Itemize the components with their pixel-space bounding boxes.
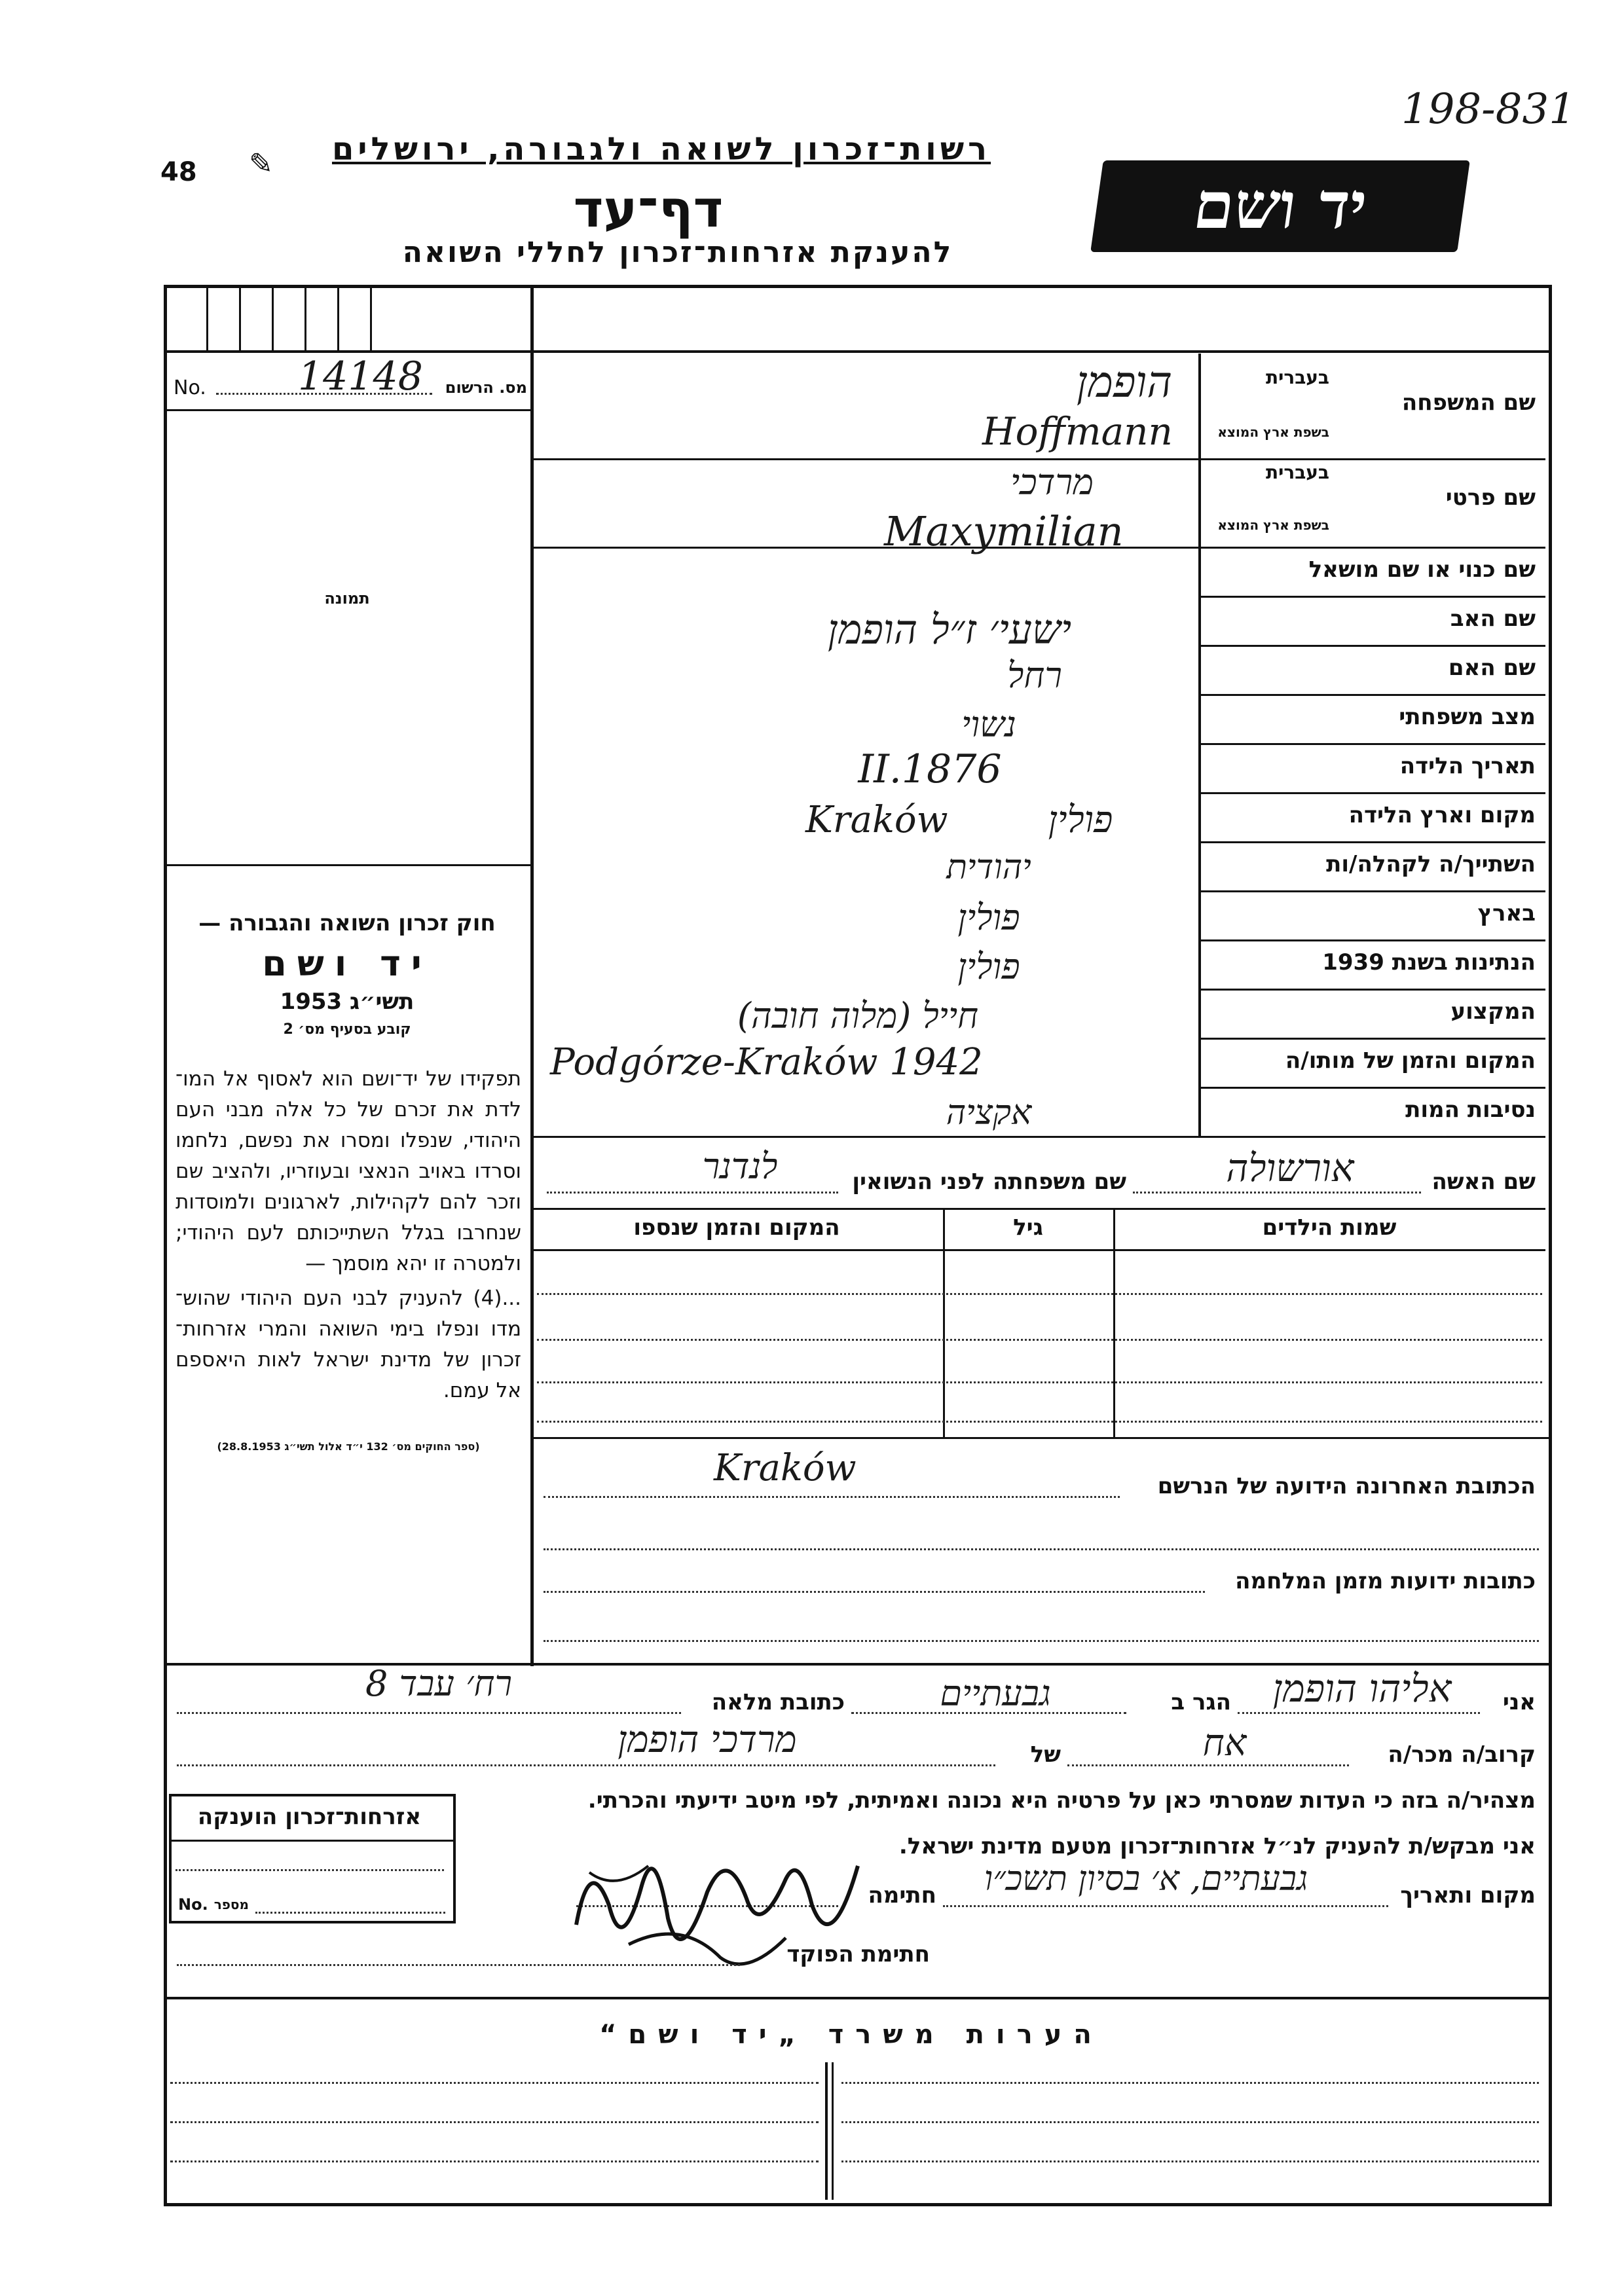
label-relation: קרוב/ה מכר/ה <box>1388 1741 1536 1768</box>
label-death-circumstances: נסיבות המות <box>1405 1097 1536 1123</box>
label-family-name: שם המשפחה <box>1401 390 1536 416</box>
law-year: תשי״ג 1953 <box>280 989 415 1015</box>
value-country[interactable]: פולין <box>957 897 1020 938</box>
value-wife-maiden[interactable]: לנדנר <box>702 1146 778 1187</box>
law-source: (ספר החוקים מס׳ 132 י״ד אלול תשי״ג 28.8.1953) <box>217 1440 480 1453</box>
value-birth-place-en[interactable]: Kraków <box>805 799 948 841</box>
label-community: השתייך/ה לקהלה/ות <box>1326 851 1536 877</box>
label-full-address: כתובת מלאה <box>711 1689 845 1715</box>
children-row[interactable] <box>537 1339 1542 1341</box>
label-i: אני <box>1502 1689 1536 1715</box>
org-name: רשות־זכרון לשואה ולגבורה, ירושלים <box>331 131 991 168</box>
label-wartime-addresses: כתובות ידועות מזמן המלחמה <box>1235 1568 1536 1594</box>
label-wife-name: שם האשה <box>1431 1169 1536 1195</box>
children-header-place-time: המקום והזמן שנספו <box>633 1214 840 1241</box>
remarks-line[interactable] <box>841 2121 1539 2123</box>
value-city[interactable]: גבעתיים <box>940 1673 1051 1714</box>
value-declarant-name[interactable]: אליהו הופמן <box>1272 1666 1452 1711</box>
label-place-date: מקום ותאריך <box>1400 1882 1536 1908</box>
value-of-name[interactable]: מרדכי הופמן <box>618 1719 797 1761</box>
reg-no-value: 14148 <box>298 354 423 399</box>
declaration-text-1: מצהיר/ה בזה כי העדות שמסרתי כאן על פרטיה היא נכונה ואמיתית, לפי מיטב ידיעתי והכרתי. <box>587 1787 1536 1813</box>
sublabel-origin-lang: בשפת ארץ המוצא <box>1217 424 1329 440</box>
value-birth-place-he[interactable]: פולין <box>1048 799 1113 841</box>
label-resides: הגר ב <box>1171 1689 1231 1715</box>
label-of: של <box>1030 1741 1061 1768</box>
declaration-text-2: אני מבקש/ת להעניק לנ״ל אזרחות־זכרון מטעם מדינת ישראל. <box>898 1833 1536 1859</box>
value-first-name-he[interactable]: מרדכי <box>1010 462 1094 503</box>
value-wife-name[interactable]: אורשולה <box>1226 1146 1354 1190</box>
form-title: דף־עד <box>573 180 724 239</box>
remarks-line[interactable] <box>841 2160 1539 2162</box>
value-mother-name[interactable]: רחל <box>1007 655 1062 696</box>
law-paragraph-2: ...(4) להעניק לבני העם היהודי שהוש־ מדו ונפלו בימי השואה והמרי אזרחות־ זכרון של מדינת ישראל לאות היאספם אל עמם. <box>175 1286 521 1402</box>
value-father-name[interactable]: ישעי׳ ז״ל הופמן <box>827 606 1072 653</box>
remarks-line[interactable] <box>170 2121 819 2123</box>
sublabel-origin-lang-2: בשפת ארץ המוצא <box>1217 517 1329 533</box>
value-first-name-origin[interactable]: Maxymilian <box>884 507 1124 555</box>
label-last-address: הכתובת האחרונה הידועה של הנרשם <box>1157 1473 1536 1499</box>
code-cells <box>167 288 530 350</box>
citizenship-box-title: אזרחות־זכרון הוענקה <box>197 1804 422 1830</box>
label-wife-maiden: שם משפחתה לפני הנשואין <box>852 1169 1126 1195</box>
value-place-date[interactable]: גבעתיים, א׳ בסיון תשכ״ו <box>984 1859 1308 1899</box>
value-full-address[interactable]: רח׳ עבד 8 <box>365 1663 513 1704</box>
label-father-name: שם האב <box>1450 606 1536 632</box>
yad-vashem-logo: יד ושם <box>1090 160 1470 252</box>
value-family-name-he[interactable]: הופמן <box>1076 357 1172 407</box>
label-signature: חתימה <box>868 1882 936 1908</box>
sublabel-hebrew: בעברית <box>1265 367 1329 388</box>
remarks-line[interactable] <box>170 2160 819 2162</box>
value-birth-date[interactable]: II.1876 <box>858 746 1002 792</box>
remarks-title: הערות משרד „יד ושם“ <box>599 2020 1103 2050</box>
label-nationality-1939: הנתינות בשנת 1939 <box>1322 949 1536 975</box>
citizenship-no-label: מספר <box>213 1897 249 1912</box>
children-row[interactable] <box>537 1421 1542 1423</box>
law-paragraph-1: תפקידו של יד־ושם הוא לאסוף אל המו־ לדת את זכרם של כל אלה מבני העם היהודי, שנפלו ומסרו את נפשם, נלחמו וסרדו באויב הנאצי ובעוזריו, ולהציב שם וזכר להם לקהילות, לארגונים ולמוסדות שנחרבו בגלל השתייכותם לעם היהודי; ולמטרה זו יהא מוסמך — <box>175 1067 521 1275</box>
children-row[interactable] <box>537 1381 1542 1383</box>
children-header-age: גיל <box>1013 1214 1043 1241</box>
label-officer-signature: חתימת הפוקד <box>786 1941 930 1967</box>
value-last-address[interactable]: Kraków <box>714 1447 857 1489</box>
form-subtitle: להענקת אזרחות־זכרון לחללי השואה <box>402 236 953 269</box>
value-profession[interactable]: חייל (מלוה חובה) <box>737 995 979 1036</box>
law-name: יד ושם <box>262 943 432 984</box>
citizenship-no-en: No. <box>178 1895 208 1914</box>
value-community[interactable]: יהודית <box>946 848 1031 887</box>
value-family-name-origin[interactable]: Hoffmann <box>982 409 1173 454</box>
reg-no-label-he: מס. הרשום <box>445 378 527 397</box>
label-mother-name: שם האם <box>1448 655 1536 681</box>
label-first-name: שם פרטי <box>1445 484 1536 511</box>
label-birth-place: מקום וארץ הלידה <box>1348 802 1536 828</box>
children-header-names: שמות הילדים <box>1262 1214 1397 1241</box>
label-death-place-time: המקום והזמן של מותו/ה <box>1285 1048 1536 1074</box>
archive-number: 198-831 <box>1401 85 1576 134</box>
page-number: 48 <box>160 157 197 187</box>
label-country: בארץ <box>1477 900 1536 926</box>
value-marital-status[interactable]: נשוי <box>961 704 1016 745</box>
remarks-line[interactable] <box>841 2082 1539 2084</box>
reg-no-label-en: No. <box>174 376 206 399</box>
value-nationality-1939[interactable]: פולין <box>957 946 1020 987</box>
law-clause: קובע בסעיף מס׳ 2 <box>283 1021 411 1038</box>
value-relation[interactable]: אח <box>1202 1722 1247 1764</box>
children-row[interactable] <box>537 1293 1542 1295</box>
sublabel-hebrew-2: בעברית <box>1265 462 1329 483</box>
value-death-circumstances[interactable]: אקציה <box>946 1093 1032 1133</box>
label-birth-date: תאריך הלידה <box>1399 753 1536 779</box>
law-title: חוק זכרון השואה והגבורה — <box>198 910 496 936</box>
stamp-mark-icon: ✎ <box>249 147 273 181</box>
remarks-line[interactable] <box>170 2082 819 2084</box>
label-marital-status: מצב משפחתי <box>1399 704 1536 730</box>
photo-label: תמונה <box>324 589 370 608</box>
label-profession: המקצוע <box>1450 998 1536 1025</box>
value-death-place-time[interactable]: Podgórze-Kraków 1942 <box>550 1041 983 1084</box>
label-nickname: שם כנוי או שם מושאל <box>1308 556 1536 583</box>
